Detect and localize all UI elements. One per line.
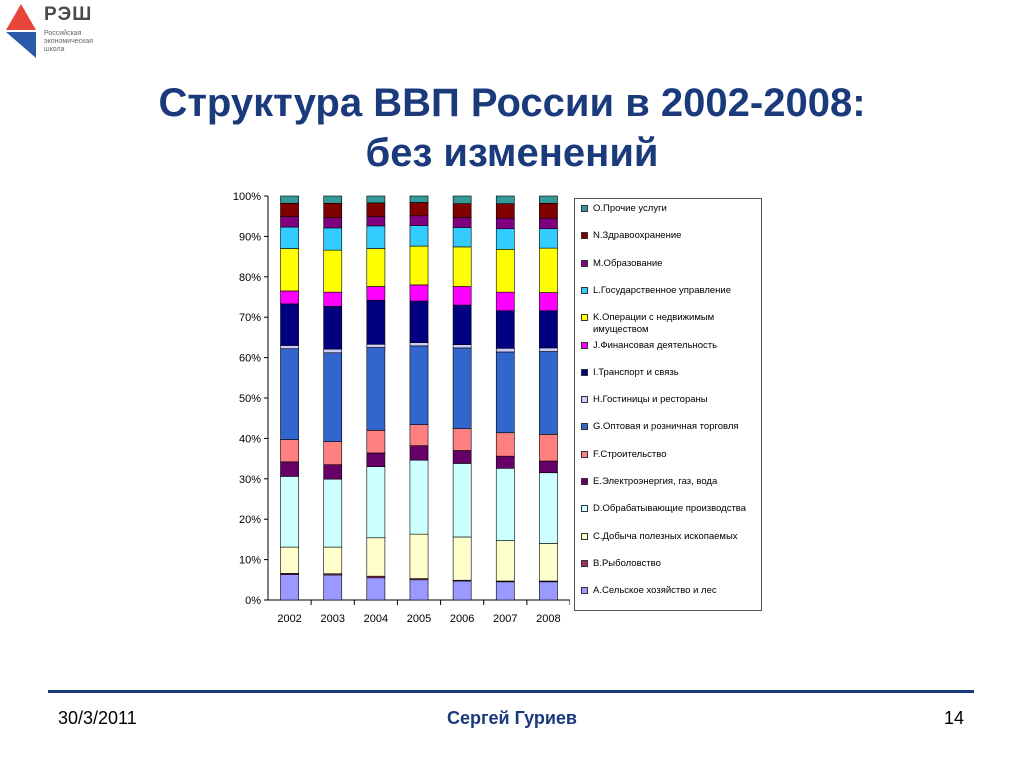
- legend-label: M.Образование: [593, 257, 663, 269]
- bar-segment: [539, 348, 557, 352]
- legend-label: F.Строительство: [593, 448, 667, 460]
- logo-mark-icon: [4, 2, 38, 60]
- bar-segment: [324, 292, 342, 306]
- bar-segment: [367, 453, 385, 467]
- bar-segment: [410, 460, 428, 534]
- bar-segment: [410, 216, 428, 226]
- legend-swatch: [581, 451, 588, 458]
- legend-swatch: [581, 342, 588, 349]
- bar-segment: [367, 348, 385, 431]
- legend-swatch: [581, 560, 588, 567]
- bar-segment: [281, 291, 299, 304]
- bar-segment: [496, 218, 514, 229]
- x-tick-label: 2003: [320, 613, 345, 625]
- logo-subtitle: Российская экономическая школа: [44, 30, 94, 53]
- legend-label: N.Здравоохранение: [593, 230, 682, 242]
- bar-segment: [539, 434, 557, 461]
- bar-segment: [324, 250, 342, 292]
- logo-name: РЭШ: [44, 4, 93, 25]
- x-tick-label: 2008: [536, 613, 561, 625]
- bar-segment: [281, 547, 299, 573]
- bar-segment: [367, 217, 385, 226]
- bar-segment: [281, 440, 299, 462]
- bar-segment: [324, 203, 342, 217]
- y-tick-label: 50%: [238, 393, 261, 405]
- legend-swatch: [581, 587, 588, 594]
- bar-segment: [367, 196, 385, 203]
- bar-segment: [496, 468, 514, 540]
- bar-segment: [539, 248, 557, 292]
- bar-segment: [496, 541, 514, 581]
- x-tick-label: 2002: [277, 613, 302, 625]
- bar-segment: [324, 196, 342, 203]
- bar-segment: [496, 249, 514, 292]
- bar-segment: [410, 346, 428, 425]
- x-tick-label: 2004: [363, 613, 389, 625]
- bar-segment: [539, 543, 557, 581]
- footer-divider: [48, 690, 974, 693]
- legend-label: G.Оптовая и розничная торговля: [593, 421, 739, 433]
- bar-segment: [324, 465, 342, 480]
- legend-swatch: [581, 533, 588, 540]
- bar-segment: [453, 463, 471, 537]
- y-tick-label: 10%: [238, 554, 261, 567]
- y-tick-label: 100%: [232, 191, 261, 203]
- legend-swatch: [581, 314, 588, 321]
- bar-segment: [367, 578, 385, 600]
- bar-segment: [367, 249, 385, 287]
- bar-segment: [281, 304, 299, 346]
- footer-author: Сергей Гуриев: [446, 708, 577, 728]
- bar-segment: [410, 202, 428, 215]
- legend-label: E.Электроэнергия, газ, вода: [593, 476, 718, 487]
- stacked-bar-chart: [220, 186, 570, 631]
- legend-label: H.Гостиницы и рестораны: [593, 394, 708, 406]
- title-line-1: Структура ВВП России в 2002-2008:: [158, 81, 866, 125]
- bar-segment: [453, 345, 471, 348]
- bar-segment: [281, 249, 299, 291]
- bar-segment: [496, 292, 514, 311]
- y-tick-label: 60%: [238, 352, 261, 365]
- bar-segment: [453, 247, 471, 287]
- bar-segment: [453, 348, 471, 429]
- bar-segment: [324, 442, 342, 465]
- bar-segment: [281, 345, 299, 348]
- bar-segment: [496, 196, 514, 204]
- bar-segment: [367, 430, 385, 453]
- bar-segment: [324, 479, 342, 547]
- bar-segment: [281, 217, 299, 228]
- bar-segment: [453, 217, 471, 227]
- bar-segment: [367, 226, 385, 249]
- bar-segment: [281, 575, 299, 600]
- bar-segment: [367, 203, 385, 217]
- bar-segment: [367, 300, 385, 344]
- bar-segment: [367, 344, 385, 347]
- legend-swatch: [581, 396, 588, 403]
- y-tick-label: 20%: [238, 514, 261, 527]
- x-tick-label: 2006: [449, 613, 475, 625]
- bar-segment: [539, 582, 557, 600]
- y-tick-label: 90%: [238, 231, 261, 244]
- bar-segment: [453, 228, 471, 247]
- bar-segment: [324, 575, 342, 600]
- bar-segment: [496, 229, 514, 250]
- legend-swatch: [581, 260, 588, 267]
- bar-segment: [539, 293, 557, 311]
- legend-swatch: [581, 478, 588, 485]
- legend-swatch: [581, 369, 588, 376]
- bar-segment: [453, 196, 471, 204]
- bar-segment: [453, 537, 471, 580]
- bar-segment: [496, 456, 514, 468]
- title-line-2: без изменений: [365, 131, 659, 175]
- legend-label: L.Государственное управление: [593, 284, 731, 296]
- bar-segment: [281, 349, 299, 440]
- bar-segment: [324, 353, 342, 442]
- x-tick-label: 2007: [493, 613, 518, 625]
- bar-segment: [367, 538, 385, 576]
- legend-swatch: [581, 205, 588, 212]
- logo: [4, 2, 114, 62]
- bar-segment: [453, 305, 471, 345]
- bar-segment: [496, 582, 514, 600]
- legend-swatch: [581, 423, 588, 430]
- bar-segment: [539, 196, 557, 203]
- y-tick-label: 0%: [245, 595, 261, 607]
- bar-segment: [281, 227, 299, 248]
- legend-swatch: [581, 287, 588, 294]
- bar-segment: [410, 285, 428, 301]
- bar-segment: [410, 425, 428, 446]
- bar-segment: [324, 228, 342, 250]
- bar-segment: [453, 581, 471, 600]
- y-tick-label: 30%: [238, 473, 261, 486]
- bar-segment: [324, 349, 342, 353]
- bar-segment: [496, 204, 514, 219]
- bar-segment: [539, 461, 557, 473]
- y-tick-label: 70%: [238, 312, 261, 325]
- y-tick-label: 80%: [238, 271, 261, 284]
- footer-date: 30/3/2011: [58, 708, 137, 728]
- legend-label: D.Обрабатывающие производства: [593, 503, 747, 515]
- legend-label: A.Сельское хозяйство и лес: [593, 585, 717, 597]
- bar-segment: [410, 446, 428, 461]
- bar-segment: [410, 196, 428, 202]
- bar-segment: [410, 343, 428, 346]
- bar-segment: [539, 311, 557, 348]
- bar-segment: [453, 204, 471, 218]
- page-number: 14: [943, 708, 964, 728]
- y-tick-label: 40%: [238, 433, 261, 446]
- bar-segment: [367, 286, 385, 300]
- x-tick-label: 2005: [406, 613, 432, 625]
- bar-segment: [324, 217, 342, 228]
- bar-segment: [410, 301, 428, 343]
- bar-segment: [410, 580, 428, 600]
- bar-segment: [410, 225, 428, 246]
- legend-label: O.Прочие услуги: [593, 203, 667, 214]
- bar-segment: [539, 203, 557, 218]
- bar-segment: [496, 348, 514, 352]
- bar-segment: [281, 203, 299, 216]
- bar-segment: [410, 246, 428, 285]
- bar-segment: [496, 352, 514, 433]
- legend-label: K.Операции с недвижимым имуществом: [593, 312, 715, 336]
- bar-segment: [496, 311, 514, 349]
- bar-segment: [453, 451, 471, 464]
- bar-segment: [281, 476, 299, 547]
- bar-segment: [410, 534, 428, 578]
- legend-label: I.Транспорт и связь: [593, 366, 679, 378]
- bar-segment: [453, 429, 471, 451]
- chart-legend: [574, 198, 762, 611]
- bar-segment: [539, 352, 557, 435]
- bar-segment: [539, 229, 557, 248]
- legend-swatch: [581, 232, 588, 239]
- bar-segment: [539, 218, 557, 229]
- legend-label: C.Добыча полезных ископаемых: [593, 530, 738, 542]
- bar-segment: [281, 462, 299, 477]
- legend-label: J.Финансовая деятельность: [593, 339, 718, 351]
- bar-segment: [324, 306, 342, 349]
- bar-segment: [539, 473, 557, 544]
- slide-title: [0, 78, 1024, 178]
- bar-segment: [281, 196, 299, 203]
- bar-segment: [324, 547, 342, 574]
- legend-swatch: [581, 505, 588, 512]
- legend-label: B.Рыболовство: [593, 557, 661, 569]
- bar-segment: [496, 433, 514, 456]
- bar-segment: [453, 286, 471, 305]
- bar-segment: [367, 467, 385, 538]
